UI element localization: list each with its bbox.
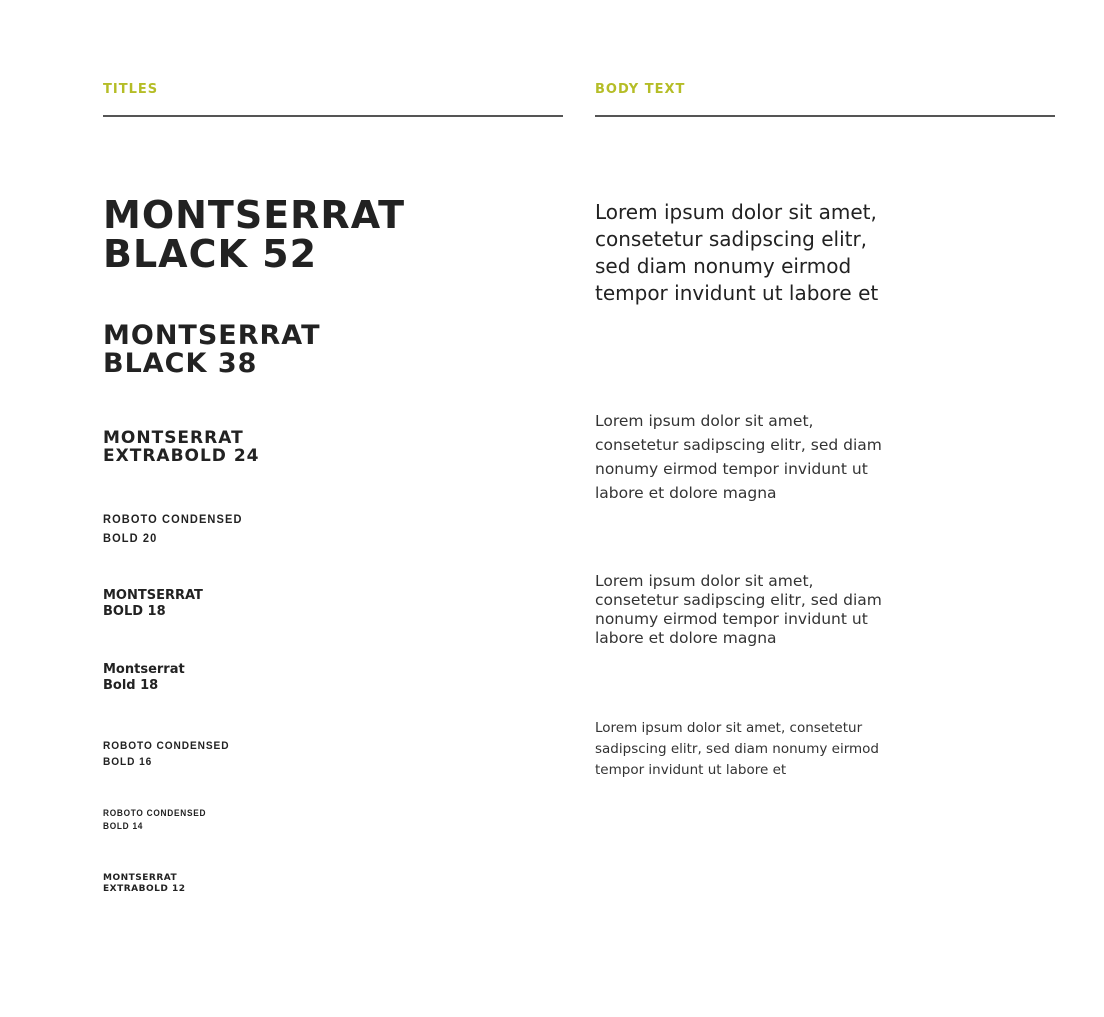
title-sample-montserrat-extrabold-12 xyxy=(103,873,186,895)
title-sample-line: EXTRABOLD 12 xyxy=(103,884,186,894)
title-sample-line: MONTSERRAT xyxy=(103,320,321,351)
body-text-sample-medium-loose: Lorem ipsum dolor sit amet, consetetur sadipscing elitr, sed diam nonumy eirmod tempor invidunt ut labore et dolore magna xyxy=(595,412,882,502)
titles-section-label: TITLES xyxy=(103,82,159,97)
title-sample-montserrat-black-38 xyxy=(103,322,321,378)
body-text-sample-large: Lorem ipsum dolor sit amet, consetetur sadipscing elitr, sed diam nonumy eirmod tempor invidunt ut labore et xyxy=(595,200,879,305)
title-sample-montserrat-extrabold-24 xyxy=(103,429,260,465)
title-sample-line: BOLD 18 xyxy=(103,604,166,619)
title-sample-line: BLACK 52 xyxy=(103,232,318,276)
titles-divider xyxy=(103,115,563,117)
title-sample-roboto-condensed-bold-14 xyxy=(103,807,206,833)
title-sample-line: ROBOTO CONDENSED xyxy=(103,808,207,818)
title-sample-line: ROBOTO CONDENSED xyxy=(103,740,230,752)
title-sample-line: MONTSERRAT xyxy=(103,193,406,237)
title-sample-line: Montserrat xyxy=(103,662,185,677)
title-sample-line: Bold 18 xyxy=(103,678,159,693)
title-sample-roboto-condensed-bold-16 xyxy=(103,738,229,770)
title-sample-montserrat-bold-18 xyxy=(103,662,185,694)
body-text-sample-medium-tight: Lorem ipsum dolor sit amet, consetetur sadipscing elitr, sed diam nonumy eirmod tempor invidunt ut labore et dolore magna xyxy=(595,572,882,647)
body-text-section-label: BODY TEXT xyxy=(595,82,686,97)
title-sample-line: EXTRABOLD 24 xyxy=(103,446,260,466)
title-sample-line: BOLD 14 xyxy=(103,821,144,831)
title-sample-montserrat-black-52 xyxy=(103,193,406,276)
title-sample-line: BOLD 16 xyxy=(103,756,153,768)
body-text-sample-small: Lorem ipsum dolor sit amet, consetetur sadipscing elitr, sed diam nonumy eirmod tempor invidunt ut labore et xyxy=(595,720,879,778)
title-sample-line: BOLD 20 xyxy=(103,531,158,545)
title-sample-line: ROBOTO CONDENSED xyxy=(103,512,243,526)
title-sample-roboto-condensed-bold-20 xyxy=(103,510,243,548)
title-sample-line: BLACK 38 xyxy=(103,348,258,379)
title-sample-line: MONTSERRAT xyxy=(103,428,244,448)
body-text-divider xyxy=(595,115,1055,117)
title-sample-line: MONTSERRAT xyxy=(103,588,203,603)
title-sample-montserrat-bold-18-caps xyxy=(103,588,203,620)
title-sample-line: MONTSERRAT xyxy=(103,873,178,883)
